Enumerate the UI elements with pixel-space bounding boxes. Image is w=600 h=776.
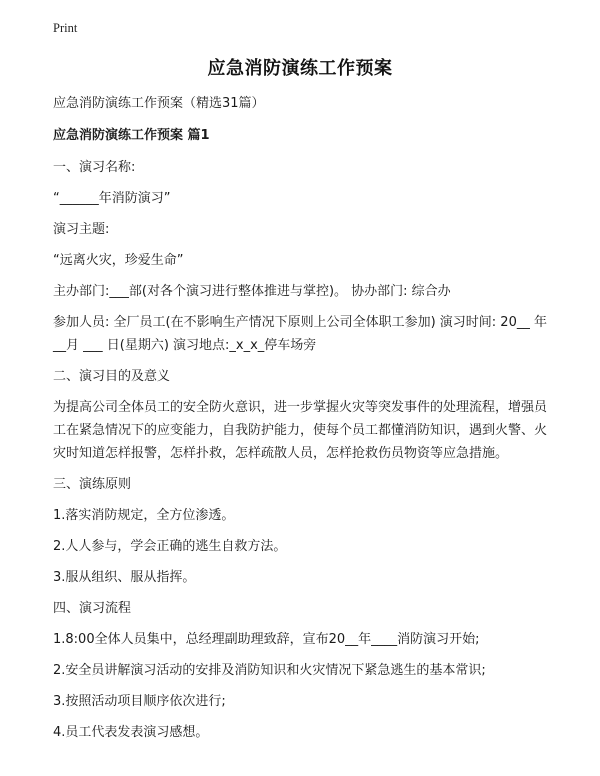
paragraph: “远离火灾，珍爱生命” [53,253,184,268]
document-title: 应急消防演练工作预案 [207,58,393,79]
section-heading: 三、演练原则 [53,477,132,492]
section-heading: 四、演习流程 [53,601,132,616]
paragraph: 一、演习名称: [53,160,136,175]
section-heading: 二、演习目的及意义 [53,369,171,384]
list-item: 1.8:00全体人员集中，总经理副助理致辞，宣布20__年____消防演习开始; [53,632,480,647]
section-subtitle: 应急消防演练工作预案 篇1 [53,128,210,143]
list-item: 1.落实消防规定，全方位渗透。 [53,508,235,523]
paragraph: 主办部门:___部(对各个演习进行整体推进与掌控)。 协办部门: 综合办 [53,284,451,299]
list-item: 4.员工代表发表演习感想。 [53,725,209,740]
intro-line: 应急消防演练工作预案（精选31篇） [53,96,265,111]
paragraph: 为提高公司全体员工的安全防火意识，进一步掌握火灾等突发事件的处理流程，增强员工在紧急情况下的应变能力，自我防护能力，使每个员工都懂消防知识，遇到火警、火灾时知道怎样报警，怎样扑救，怎样疏散人员，怎样抢救伤员物资等应急措施。 [53,400,548,461]
paragraph: “______年消防演习” [53,191,171,206]
document-body [53,92,556,744]
list-item: 2.安全员讲解演习活动的安排及消防知识和火灾情况下紧急逃生的基本常识; [53,663,486,678]
print-link[interactable]: Print [53,21,78,35]
list-item: 3.服从组织、服从指挥。 [53,570,196,585]
paragraph: 参加人员: 全厂员工(在不影响生产情况下原则上公司全体职工参加) 演习时间: 20__ 年__月 ___ 日(星期六) 演习地点:_x_x_停车场旁 [53,315,547,353]
list-item: 2.人人参与，学会正确的逃生自救方法。 [53,539,287,554]
list-item: 3.按照活动项目顺序依次进行; [53,694,226,709]
paragraph: 演习主题: [53,222,110,237]
